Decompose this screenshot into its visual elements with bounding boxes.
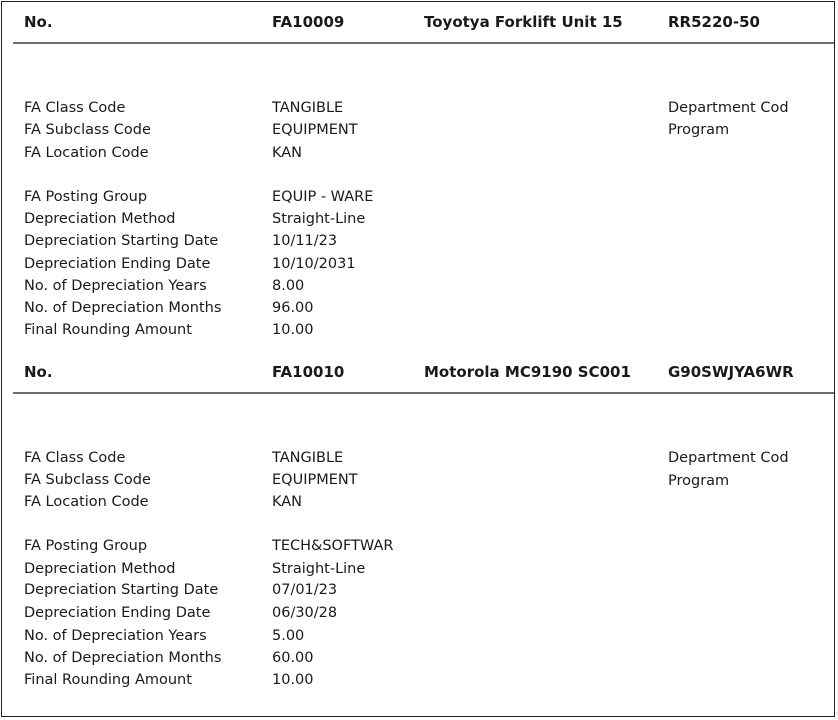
field-value-fa-posting-group: TECH&SOFTWAR	[272, 538, 394, 554]
record-header	[0, 0, 836, 44]
field-label-fa-class-code: FA Class Code	[24, 450, 126, 466]
field-label-depreciation-ending-date: Depreciation Ending Date	[24, 256, 211, 272]
field-label-depreciation-method: Depreciation Method	[24, 561, 176, 577]
department-code-label: Department Cod	[668, 100, 789, 116]
field-label-fa-class-code: FA Class Code	[24, 100, 126, 116]
field-value-final-rounding-amount: 10.00	[272, 322, 314, 338]
asset-record-1	[0, 0, 836, 350]
field-value-depreciation-method: Straight-Line	[272, 211, 366, 227]
header-divider	[13, 392, 834, 394]
field-value-fa-location-code: KAN	[272, 145, 303, 161]
record-header	[0, 350, 836, 394]
field-label-depreciation-method: Depreciation Method	[24, 211, 176, 227]
field-label-fa-location-code: FA Location Code	[24, 145, 149, 161]
field-value-depreciation-starting-date: 07/01/23	[272, 582, 338, 598]
no-label: No.	[24, 363, 53, 381]
field-label-depreciation-starting-date: Depreciation Starting Date	[24, 233, 219, 249]
field-value-depreciation-starting-date: 10/11/23	[272, 233, 338, 249]
no-label: No.	[24, 13, 53, 31]
field-label-fa-subclass-code: FA Subclass Code	[24, 122, 151, 138]
field-label-depreciation-ending-date: Depreciation Ending Date	[24, 605, 211, 621]
header-divider	[13, 42, 834, 44]
field-label-depreciation-months: No. of Depreciation Months	[24, 650, 222, 666]
field-value-depreciation-months: 60.00	[272, 650, 314, 666]
field-label-final-rounding-amount: Final Rounding Amount	[24, 322, 192, 338]
department-code-label: Department Cod	[668, 450, 789, 466]
field-label-depreciation-years: No. of Depreciation Years	[24, 278, 207, 294]
asset-number: FA10009	[272, 13, 345, 31]
field-label-depreciation-years: No. of Depreciation Years	[24, 628, 207, 644]
field-label-fa-subclass-code: FA Subclass Code	[24, 472, 151, 488]
field-value-depreciation-years: 5.00	[272, 628, 305, 644]
field-label-fa-posting-group: FA Posting Group	[24, 538, 148, 554]
field-value-final-rounding-amount: 10.00	[272, 672, 314, 688]
field-value-depreciation-ending-date: 06/30/28	[272, 605, 338, 621]
field-value-fa-subclass-code: EQUIPMENT	[272, 472, 358, 488]
asset-number: FA10010	[272, 363, 345, 381]
field-value-depreciation-years: 8.00	[272, 278, 305, 294]
field-value-fa-class-code: TANGIBLE	[272, 100, 344, 116]
field-label-depreciation-months: No. of Depreciation Months	[24, 300, 222, 316]
serial-number: G90SWJYA6WR	[668, 363, 794, 381]
asset-description: Toyotya Forklift Unit 15	[424, 13, 623, 31]
field-label-fa-location-code: FA Location Code	[24, 494, 149, 510]
serial-number: RR5220-50	[668, 13, 760, 31]
program-label: Program	[668, 122, 730, 138]
field-label-depreciation-starting-date: Depreciation Starting Date	[24, 582, 219, 598]
asset-description: Motorola MC9190 SC001	[424, 363, 631, 381]
field-value-depreciation-method: Straight-Line	[272, 561, 366, 577]
program-label: Program	[668, 473, 730, 489]
asset-record-2	[0, 350, 836, 700]
field-label-final-rounding-amount: Final Rounding Amount	[24, 672, 192, 688]
field-value-fa-posting-group: EQUIP - WARE	[272, 189, 374, 205]
field-value-depreciation-ending-date: 10/10/2031	[272, 256, 356, 272]
field-value-fa-location-code: KAN	[272, 494, 303, 510]
field-value-fa-class-code: TANGIBLE	[272, 450, 344, 466]
field-value-fa-subclass-code: EQUIPMENT	[272, 122, 358, 138]
field-label-fa-posting-group: FA Posting Group	[24, 189, 148, 205]
field-value-depreciation-months: 96.00	[272, 300, 314, 316]
